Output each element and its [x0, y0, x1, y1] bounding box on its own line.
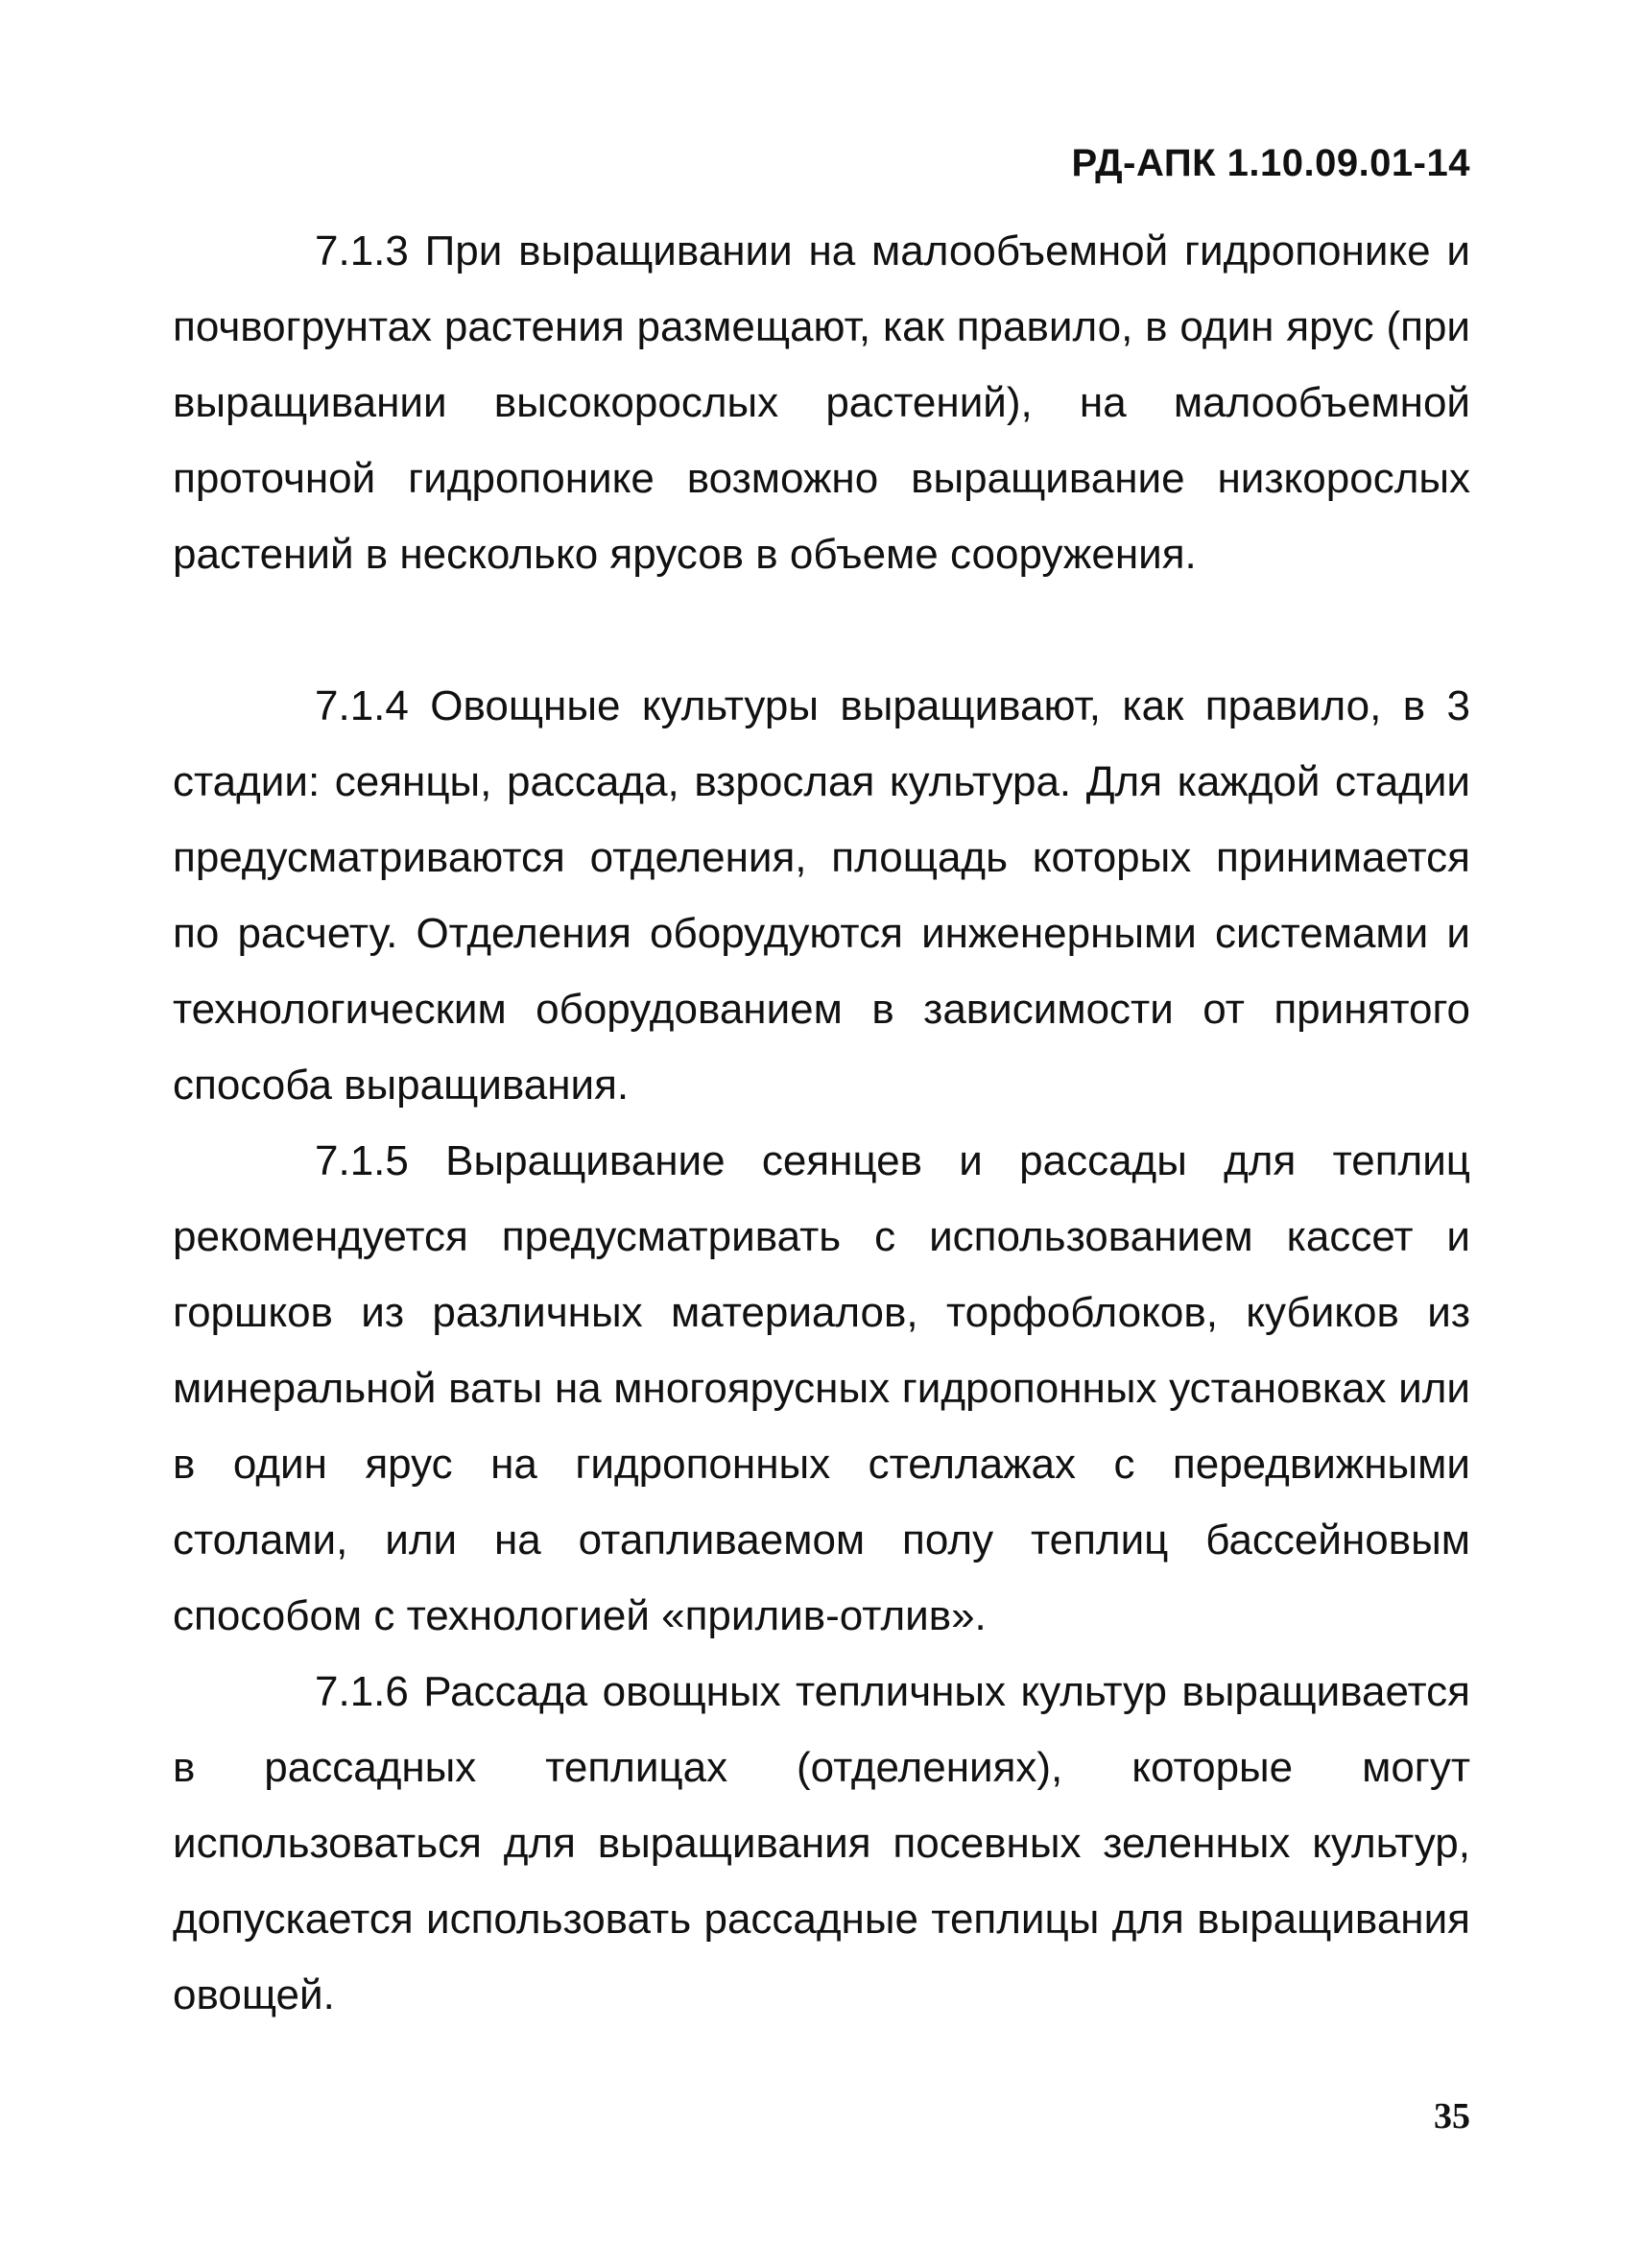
paragraph-7-1-5: 7.1.5 Выращивание сеянцев и рассады для теплиц рекомендуется предусматривать с использованием кассет и горшков из различных материалов, торфоблоков, кубиков из минеральной ваты на многоярусных гидропонных установках или в один ярус на гидропонных стеллажах с передвижными столами, или на отапливаемом полу теплиц бассейновым способом с технологией «прилив-отлив». — [173, 1137, 1470, 1639]
page-number: 35 — [1434, 2096, 1470, 2137]
document-code: РД-АПК 1.10.09.01-14 — [1071, 142, 1470, 184]
paragraph-7-1-3: 7.1.3 При выращивании на малообъемной гидропонике и почвогрунтах растения размещают, как правило, в один ярус (при выращивании высокорослых растений), на малообъемной проточной гидропонике возможно выращивание низкорослых растений в несколько ярусов в объеме сооружения. — [173, 227, 1470, 578]
paragraph-7-1-4: 7.1.4 Овощные культуры выращивают, как правило, в 3 стадии: сеянцы, рассада, взрослая культура. Для каждой стадии предусматриваются отделения, площадь которых принимается по расчету. Отделения оборудуются инженерными системами и технологическим оборудованием в зависимости от принятого способа выращивания. — [173, 682, 1470, 1109]
paragraph-7-1-6: 7.1.6 Рассада овощных тепличных культур выращивается в рассадных теплицах (отделениях), которые могут использоваться для выращивания посевных зеленных культур, допускается использовать рассадные теплицы для выращивания овощей. — [173, 1668, 1470, 2018]
